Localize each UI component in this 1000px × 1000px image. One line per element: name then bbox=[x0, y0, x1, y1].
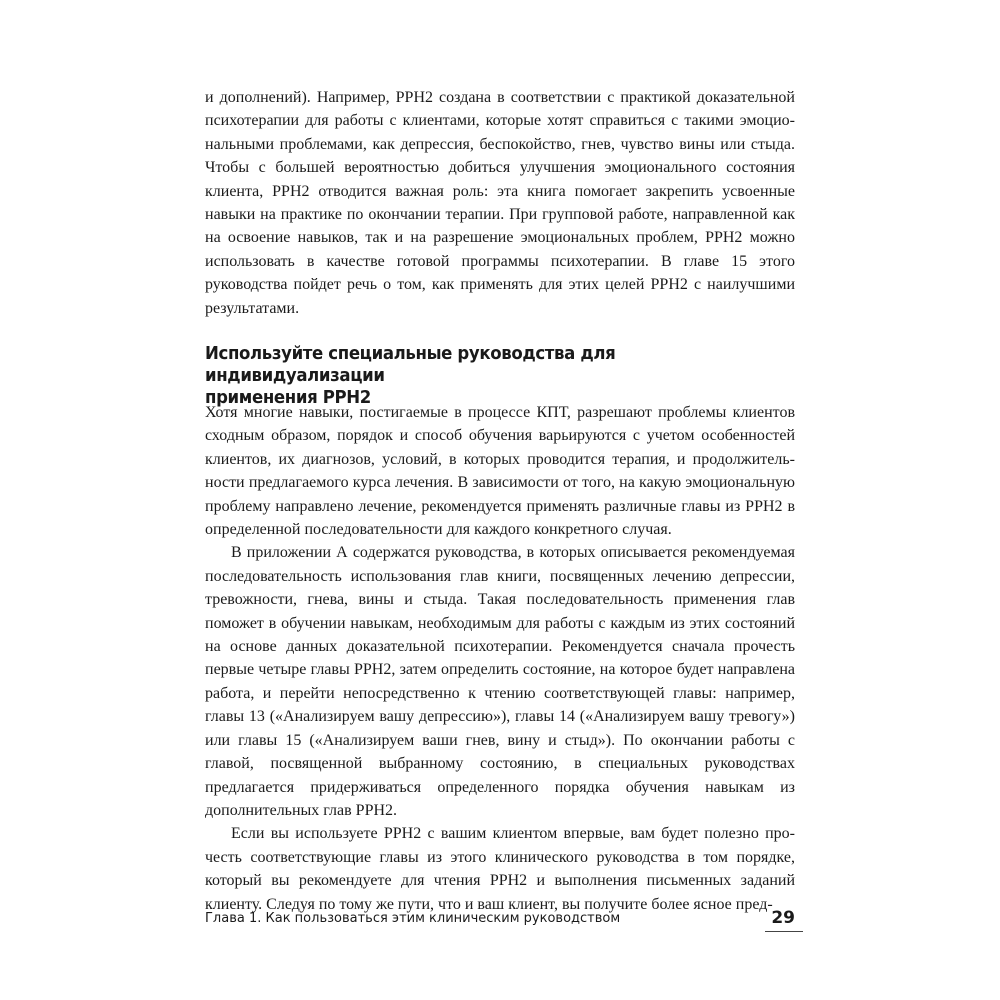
body-block bbox=[205, 401, 795, 916]
body-paragraph: Если вы используете РРН2 с вашим клиентом впервые, вам будет полезно прочесть соответствующие главы из этого клинического руководства в том порядке, который вы рекомендуете для чтения РРН2 и выполнения письменных заданий клиенту. Следуя по тому же пути, что и ваш клиент, вы получите более ясное пред- bbox=[205, 825, 795, 913]
running-title: Глава 1. Как пользоваться этим клиническим руководством bbox=[205, 911, 621, 926]
page-number-rule bbox=[765, 931, 803, 932]
section-heading-line-2: применения РРН2 bbox=[205, 387, 371, 408]
page-footer bbox=[205, 908, 800, 938]
page-number: 29 bbox=[771, 908, 795, 928]
section-heading bbox=[205, 343, 748, 409]
body-paragraph: Хотя многие навыки, постигаемые в процессе КПТ, разрешают проблемы клиентов сходным образом, порядок и способ обучения варьируются с учетом особенностей клиентов, их диагнозов, условий, в которых проводится терапия, и продолжительности предлагаемого курса лечения. В зависимости от того, на какую эмоциональную проблему направлено лечение, рекомендуется применять различные главы из РРН2 в определенной последовательности для каждого конкретного случая. bbox=[205, 404, 795, 539]
intro-paragraph: и дополнений). Например, РРН2 создана в соответствии с практикой доказательной психотерапии для работы с клиентами, которые хотят справиться с такими эмоциональными проблемами, как депрессия, беспокойство, гнев, чувство вины или стыда. Чтобы с большей вероятностью добиться улучшения эмоционального состояния клиента, РРН2 отводится важная роль: эта книга помогает закрепить усвоенные навыки на практике по окончании терапии. При групповой работе, направленной как на освоение навыков, так и на разрешение эмоциональных проблем, РРН2 можно использовать в качестве готовой программы психотерапии. В главе 15 этого руководства пойдет речь о том, как применять для этих целей РРН2 с наилучшими результатами. bbox=[205, 89, 795, 317]
section-heading-line-1: Используйте специальные руководства для индивидуализации bbox=[205, 343, 616, 386]
body-paragraph: В приложении А содержатся руководства, в которых описывается рекомендуемая последовательность использования глав книги, посвященных лечению депрессии, тревожности, гнева, вины и стыда. Такая последовательность применения глав поможет в обучении навыкам, необходимым для работы с каждым из этих состояний на основе данных доказательной психотерапии. Рекомендуется сначала прочесть первые четыре главы РРН2, затем определить состояние, на которое будет направлена работа, и перейти непосредственно к чтению соответствующей главы: например, главы 13 («Анализируем вашу депрессию»), главы 14 («Анализируем вашу тревогу») или главы 15 («Анализируем ваши гнев, вину и стыд»). По окончании работы с главой, посвященной выбранному состоянию, в специальных руководствах предлагается придерживаться определенного порядка обучения навыкам из дополнительных глав РРН2. bbox=[205, 544, 795, 819]
intro-block bbox=[205, 86, 795, 320]
